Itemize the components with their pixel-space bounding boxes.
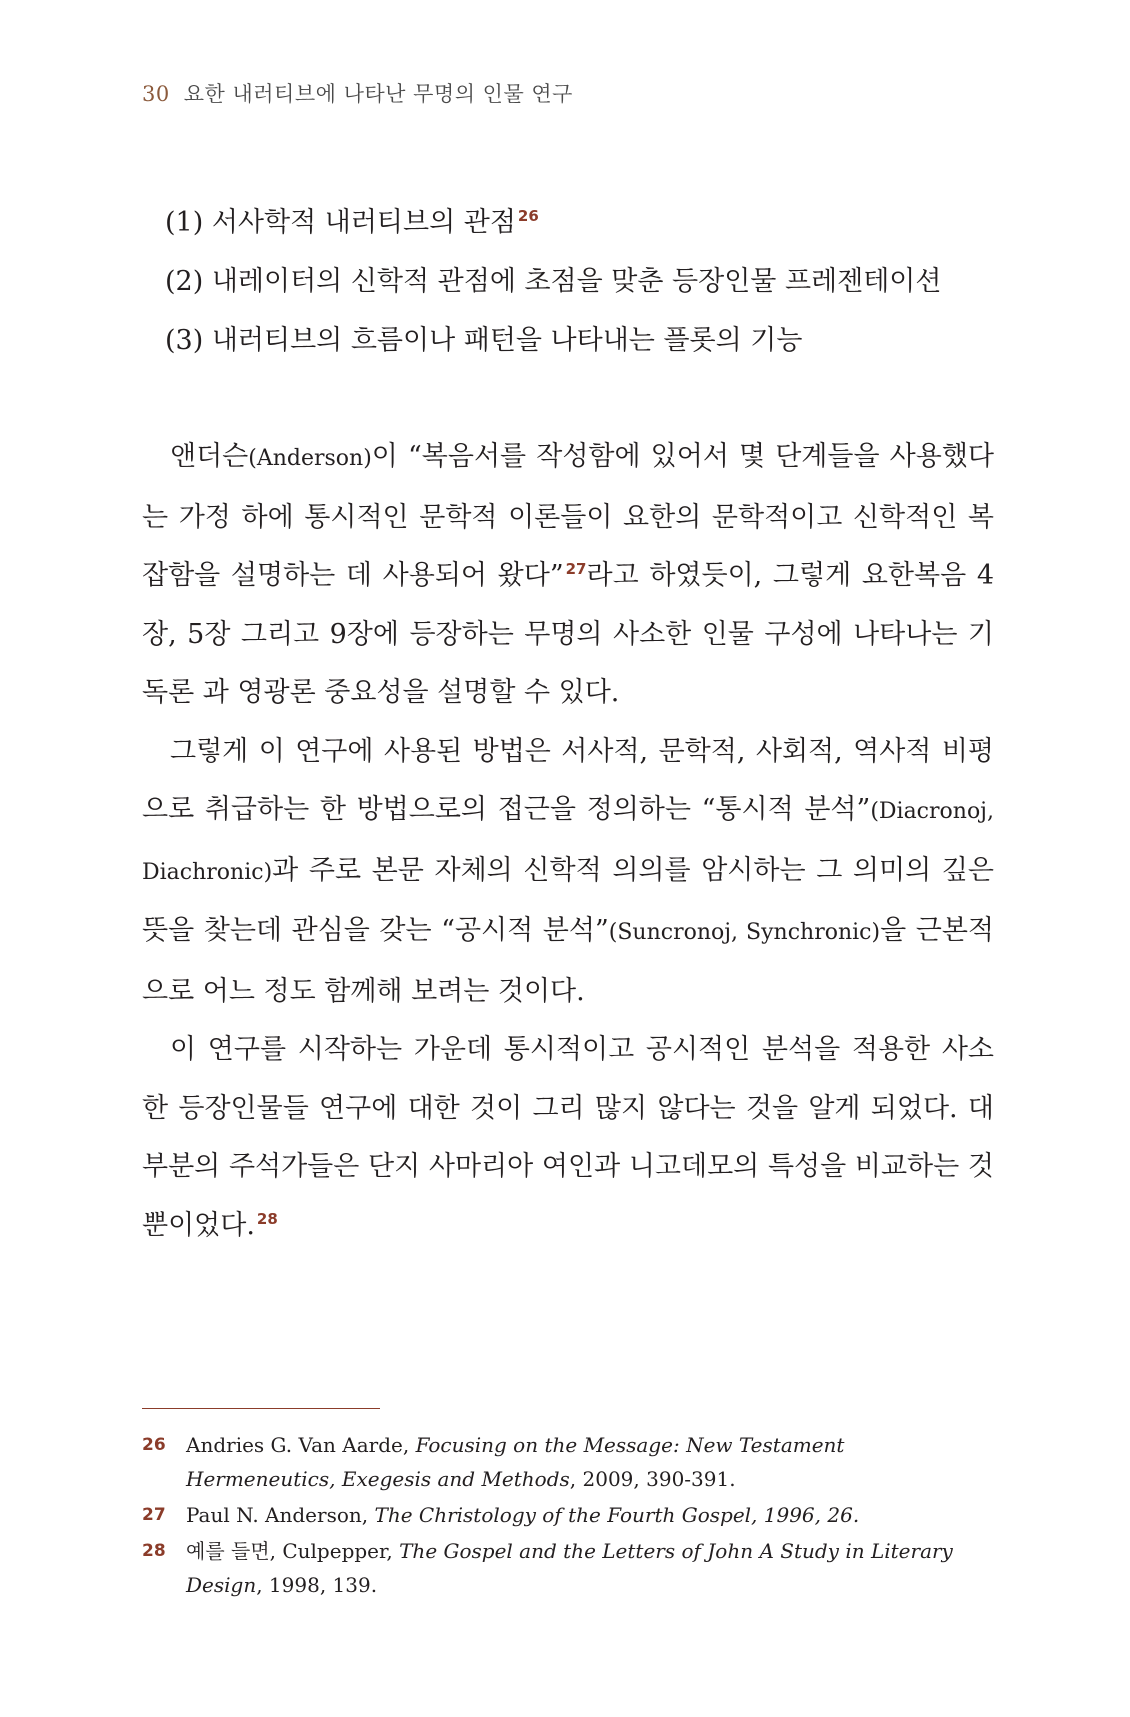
footnote-ref[interactable]: 28 xyxy=(256,1209,278,1228)
footnote-ref[interactable]: 27 xyxy=(565,560,587,578)
running-head-title: 요한 내러티브에 나타난 무명의 인물 연구 xyxy=(183,82,573,106)
paragraph-text: 이 연구를 시작하는 가운데 통시적이고 공시적인 분석을 적용한 사소한 등장인물들 연구에 대한 것이 그리 많지 않다는 것을 알게 되었다. 대부분의 주석가들은 단지 사마리아 여인과 니고데모의 특성을 비교하는 것뿐이었다. xyxy=(142,1034,994,1241)
paragraph-text: 과 주로 본문 자체의 신학적 의의를 암시하는 그 의미의 깊은 뜻을 찾는데 관심을 갖는 “공시적 분석” xyxy=(142,854,994,946)
paragraph-text: 라고 하였듯이, 그렇게 요한복음 4장, 5장 그리고 9장에 등장하는 무명의 사소한 인물 구성에 나타나는 기독론 과 영광론 중요성을 설명할 수 있다. xyxy=(142,560,994,708)
footnote-title: The Christology of the Fourth Gospel, 1996, 26. xyxy=(374,1503,860,1527)
body-text xyxy=(142,428,994,1255)
paragraph-text: 을 근본적으로 어느 정도 함께해 보려는 것이다. xyxy=(142,915,994,1007)
footnote-number: 27 xyxy=(142,1505,166,1525)
footnote-text: , 1998, 139. xyxy=(256,1573,378,1597)
footnote-text: 예를 들면, Culpepper, xyxy=(186,1539,400,1563)
footnote xyxy=(142,1534,994,1602)
footnotes xyxy=(142,1428,994,1604)
list-item xyxy=(165,208,941,267)
latin-term: (Suncronoj, Synchronic) xyxy=(608,920,881,945)
footnote-number: 28 xyxy=(142,1541,166,1561)
paragraph-text: 앤더슨 xyxy=(170,441,249,472)
footnote-number: 26 xyxy=(142,1435,166,1455)
paragraph-text: 이 “복음서를 작성함에 있어서 몇 단계들을 사용했다는 가정 하에 통시적인 문학적 이론들이 요한의 문학적이고 신학적인 복잡함을 설명하는 데 사용되어 왔다” xyxy=(142,441,994,591)
footnote-title: The Gospel and the Letters of John A Study in Literary Design xyxy=(186,1539,953,1597)
footnote-text: , 2009, 390-391. xyxy=(569,1467,736,1491)
footnote xyxy=(142,1498,994,1532)
paragraph xyxy=(142,1021,994,1255)
list-item xyxy=(165,267,941,326)
footnote-ref[interactable]: 26 xyxy=(517,207,539,225)
list-item xyxy=(165,326,941,385)
footnote xyxy=(142,1428,994,1496)
paragraph xyxy=(142,723,994,1022)
list-item-text: (1) 서사학적 내러티브의 관점 xyxy=(165,207,516,238)
latin-term: (Diacronoj, Diachronic) xyxy=(142,799,994,885)
footnote-text: Andries G. Van Aarde, xyxy=(186,1433,416,1457)
latin-term: (Anderson) xyxy=(248,446,372,471)
list-item-text: (2) 내레이터의 신학적 관점에 초점을 맞춘 등장인물 프레젠테이션 xyxy=(165,266,942,297)
footnote-divider xyxy=(142,1408,380,1409)
numbered-list xyxy=(165,208,941,385)
running-head xyxy=(142,78,573,108)
list-item-text: (3) 내러티브의 흐름이나 패턴을 나타내는 플롯의 기능 xyxy=(165,325,803,356)
footnote-text: Paul N. Anderson, xyxy=(186,1503,375,1527)
footnote-title: Focusing on the Message: New Testament Hermeneutics, Exegesis and Methods xyxy=(186,1433,845,1491)
page-number: 30 xyxy=(142,82,170,106)
paragraph xyxy=(142,428,994,723)
paragraph-text: 그렇게 이 연구에 사용된 방법은 서사적, 문학적, 사회적, 역사적 비평으로 취급하는 한 방법으로의 접근을 정의하는 “통시적 분석” xyxy=(142,735,994,825)
